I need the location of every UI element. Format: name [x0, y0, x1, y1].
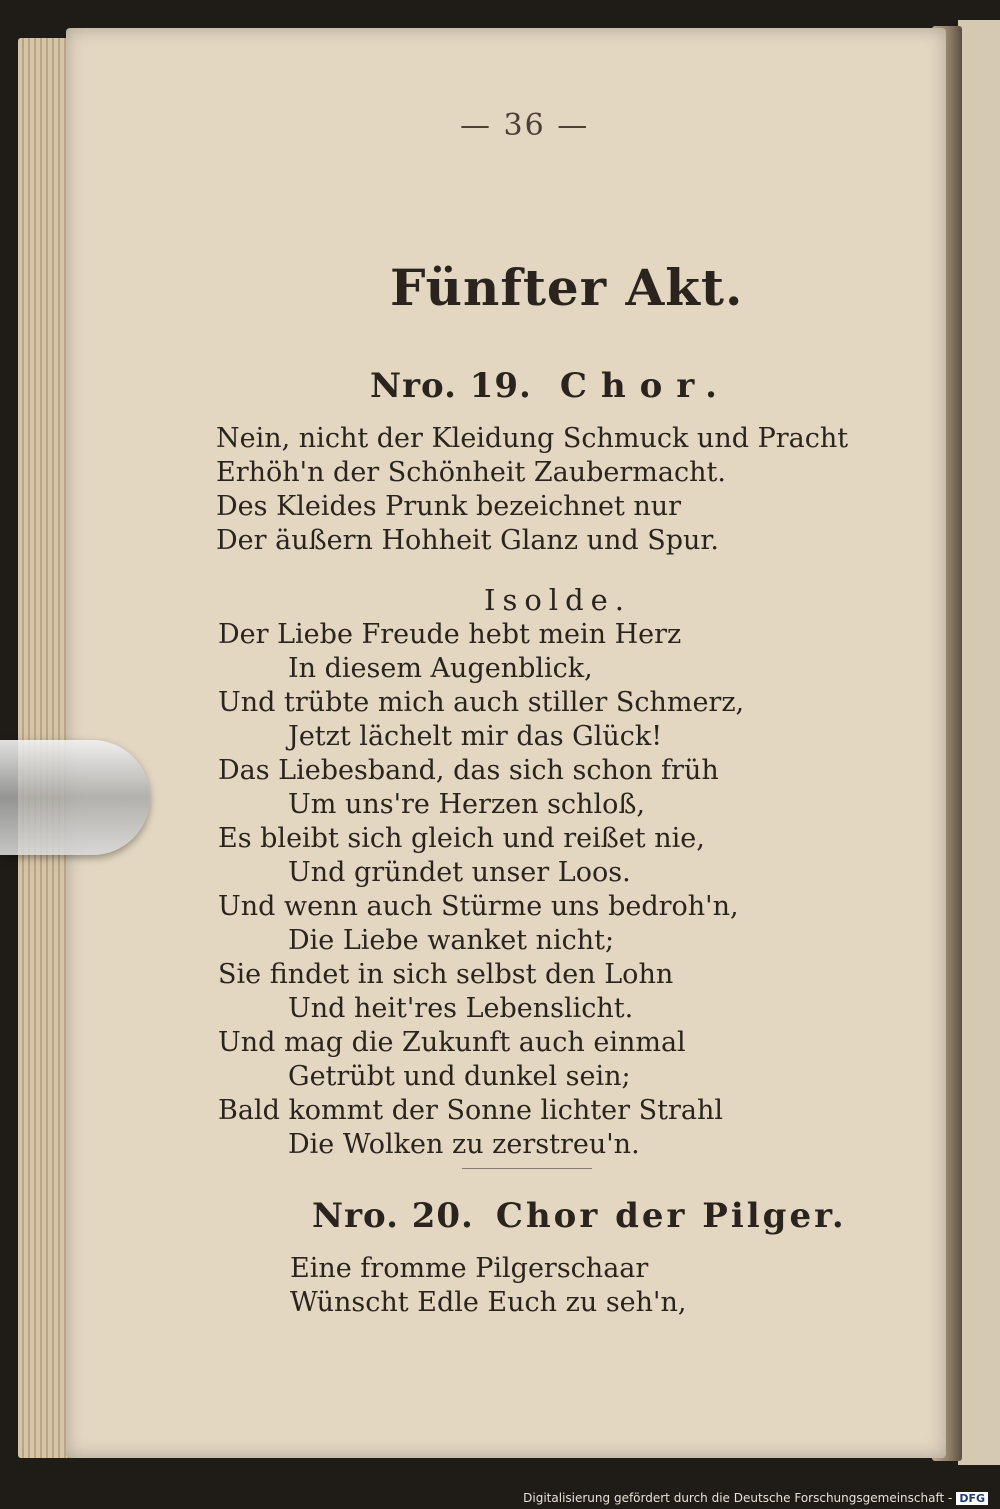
section-number: Nro. 19. [370, 366, 532, 406]
section-heading-nro-19 [370, 366, 731, 406]
verse-line: Das Liebesband, das sich schon früh [218, 755, 719, 786]
verse-line: Es bleibt sich gleich und reißet nie, [218, 823, 705, 854]
verse-line: In diesem Augenblick, [288, 653, 593, 684]
verse-line: Und wenn auch Stürme uns bedroh'n, [218, 891, 739, 922]
verse-line: Bald kommt der Sonne lichter Strahl [218, 1095, 724, 1126]
page-holder-clip [0, 740, 150, 855]
digitization-credit [523, 1491, 988, 1505]
section-number: Nro. 20. [312, 1196, 474, 1236]
section-divider [462, 1168, 592, 1169]
act-title: Fünfter Akt. [390, 258, 744, 317]
verse-line: Getrübt und dunkel sein; [288, 1061, 631, 1092]
verse-line: Die Liebe wanket nicht; [288, 925, 615, 956]
verse-line: Sie findet in sich selbst den Lohn [218, 959, 674, 990]
speaker-name: Isolde. [484, 583, 632, 617]
section-title: Chor. [559, 366, 731, 406]
verse-line: Eine fromme Pilgerschaar [290, 1253, 649, 1284]
dfg-logo: DFG [956, 1492, 988, 1505]
verse-line: Wünscht Edle Euch zu seh'n, [290, 1287, 687, 1318]
verse-line: Die Wolken zu zerstreu'n. [288, 1129, 640, 1160]
pilger-verse [290, 1252, 686, 1320]
verse-line: Und trübte mich auch stiller Schmerz, [218, 687, 745, 718]
verse-line: Des Kleides Prunk bezeichnet nur [216, 491, 682, 522]
verse-line: Der äußern Hohheit Glanz und Spur. [216, 525, 719, 556]
verse-line: Der Liebe Freude hebt mein Herz [218, 619, 682, 650]
chor-verse [216, 422, 848, 558]
verse-line: Und gründet unser Loos. [288, 857, 631, 888]
isolde-verse [218, 618, 744, 1162]
verse-line: Jetzt lächelt mir das Glück! [288, 721, 663, 752]
verse-line: Und mag die Zukunft auch einmal [218, 1027, 686, 1058]
section-title: Chor der Pilger. [495, 1196, 847, 1236]
adjacent-page [958, 20, 1000, 1465]
page-number: — 36 — [460, 108, 590, 143]
section-heading-nro-20 [312, 1196, 847, 1236]
verse-line: Und heit'res Lebenslicht. [288, 993, 634, 1024]
verse-line: Um uns're Herzen schloß, [288, 789, 645, 820]
credit-text: Digitalisierung gefördert durch die Deutsche Forschungsgemeinschaft - [523, 1491, 953, 1505]
verse-line: Nein, nicht der Kleidung Schmuck und Pracht [216, 423, 849, 454]
verse-line: Erhöh'n der Schönheit Zaubermacht. [216, 457, 726, 488]
